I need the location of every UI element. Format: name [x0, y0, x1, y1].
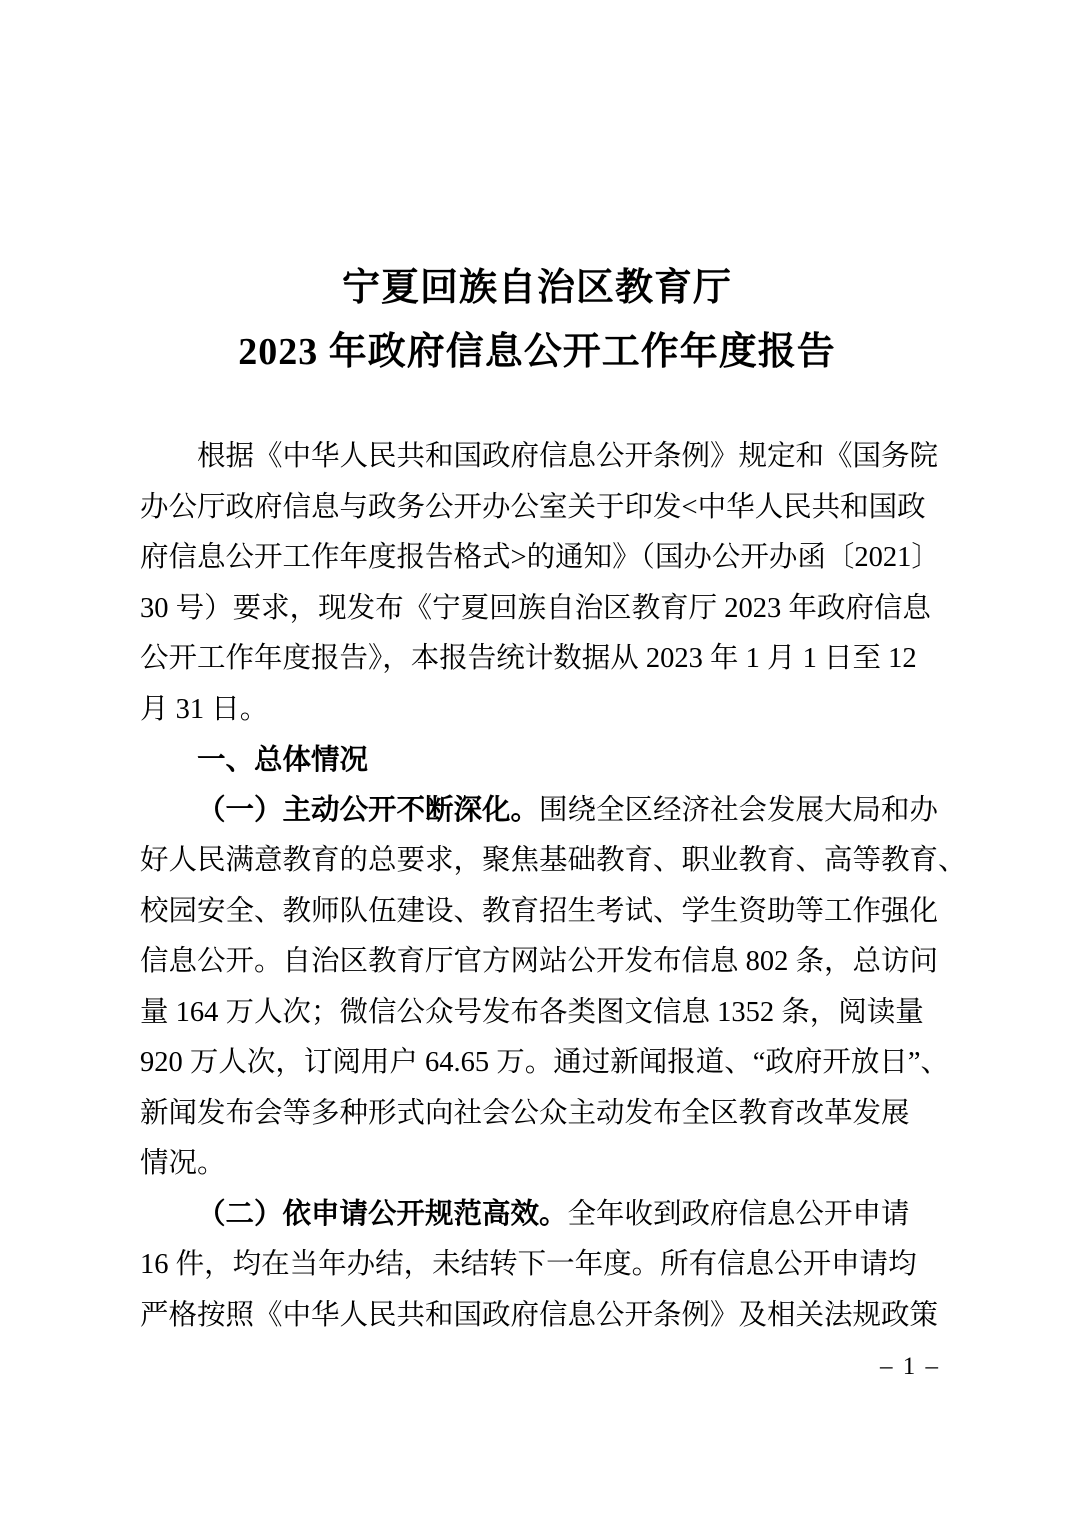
body-text: 920 万人次，订阅用户 64.65 万。通过新闻报道、“政府开放日”、 [140, 1047, 950, 1078]
text-line [140, 634, 940, 685]
emphasis-text: （二）依申请公开规范高效。 [197, 1198, 568, 1230]
text-line [140, 432, 940, 483]
document-body [140, 432, 967, 1341]
body-text: 30 号）要求，现发布《宁夏回族自治区教育厅 2023 年政府信息 [140, 592, 931, 624]
body-text: 16 件，均在当年办结，未结转下一年度。所有信息公开申请均 [140, 1249, 917, 1280]
text-line [140, 836, 967, 887]
body-text: 严格按照《中华人民共和国政府信息公开条例》及相关法规政策 [140, 1299, 939, 1331]
body-text: 情况。 [140, 1148, 226, 1179]
text-line [140, 1190, 940, 1241]
text-line [140, 786, 940, 837]
text-line [140, 1089, 940, 1140]
body-text: 校园安全、教师队伍建设、教育招生考试、学生资助等工作强化 [140, 895, 939, 927]
text-line [140, 1240, 940, 1291]
body-text: 量 164 万人次；微信公众号发布各类图文信息 1352 条，阅读量 [140, 996, 924, 1028]
text-line [140, 988, 940, 1039]
body-text: 围绕全区经济社会发展大局和办 [539, 794, 939, 826]
document-title [137, 256, 937, 384]
body-text: 好人民满意教育的总要求，聚焦基础教育、职业教育、高等教育、 [140, 845, 967, 876]
body-text: 新闻发布会等多种形式向社会公众主动发布全区教育改革发展 [140, 1097, 910, 1129]
body-text: 府信息公开工作年度报告格式>的通知》（国办公开办函〔2021〕 [140, 542, 940, 573]
page-number: – 1 – [880, 1353, 940, 1380]
title-line-1: 宁夏回族自治区教育厅 [341, 267, 732, 309]
emphasis-text: （一）主动公开不断深化。 [197, 794, 540, 826]
text-line [140, 483, 940, 534]
body-text: 根据《中华人民共和国政府信息公开条例》规定和《国务院 [197, 441, 939, 472]
text-line [140, 584, 940, 635]
title-line-2: 2023 年政府信息公开工作年度报告 [238, 331, 836, 373]
emphasis-text: 一、总体情况 [197, 744, 369, 776]
body-text: 月 31 日。 [140, 693, 269, 725]
text-line [140, 685, 940, 736]
text-line [140, 887, 940, 938]
text-line [140, 1038, 950, 1089]
body-text: 信息公开。自治区教育厅官方网站公开发布信息 802 条，总访问 [140, 946, 939, 977]
text-line [140, 533, 940, 584]
body-text: 全年收到政府信息公开申请 [567, 1198, 910, 1230]
text-line [140, 1291, 940, 1342]
page-footer [140, 1350, 940, 1384]
section-heading [140, 735, 940, 786]
body-text: 公开工作年度报告》，本报告统计数据从 2023 年 1 月 1 日至 12 [140, 643, 917, 674]
text-line [140, 937, 940, 988]
body-text: 办公厅政府信息与政务公开办公室关于印发<中华人民共和国政 [140, 491, 926, 523]
text-line [140, 1139, 940, 1190]
